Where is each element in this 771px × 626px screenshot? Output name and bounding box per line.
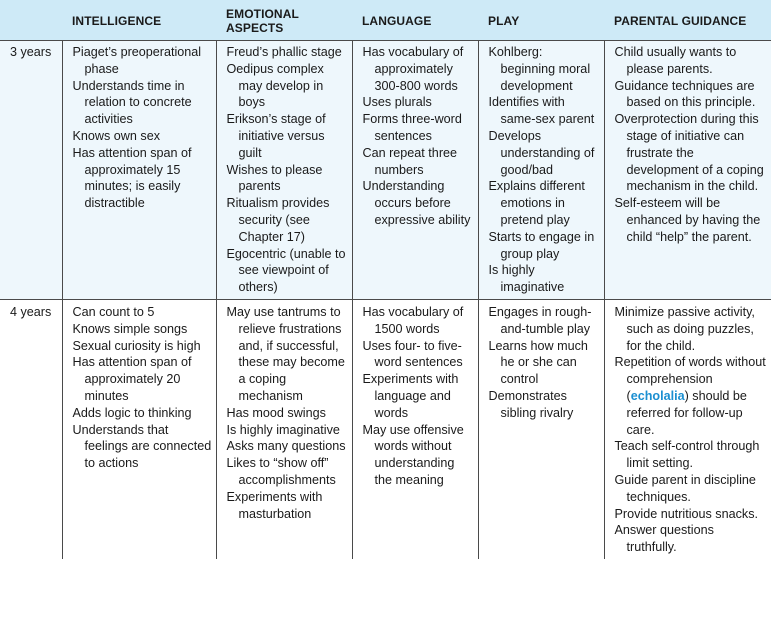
emotional-aspects-cell (216, 299, 352, 558)
guidance-text: Repetition of words without comprehension ( (614, 355, 766, 403)
age-cell: 3 years (0, 41, 62, 300)
play-cell (478, 299, 604, 558)
list-item: Ritualism provides security (see Chapter 17) (226, 196, 330, 244)
echolalia-term-link[interactable]: echolalia (630, 388, 685, 403)
list-item: Forms three-word sentences (362, 112, 462, 143)
list-item: Identifies with same-sex parent (488, 95, 595, 127)
list-item: Guide parent in discipline techniques. (614, 472, 756, 504)
list-item: Engages in rough-and-tumble play (488, 304, 592, 336)
list-item: Has vocabulary of approximately 300-800 words (362, 45, 464, 93)
list-item: Uses four- to five-word sentences (362, 338, 463, 370)
table-row (0, 299, 771, 558)
list-item: Has attention span of approximately 15 minutes; is easily distractible (72, 145, 192, 211)
emotional-aspects-cell (216, 41, 352, 300)
list-item: Provide nutritious snacks. (614, 506, 758, 521)
list-item: Understanding occurs before expressive ability (362, 179, 471, 227)
list-item: Overprotection during this stage of initiative can frustrate the development of a coping mechanism in the child. (614, 112, 764, 194)
list-item: Has vocabulary of 1500 words (362, 304, 464, 336)
list-item: Is highly imaginative (488, 263, 565, 295)
list-item: Piaget’s preoperational phase (72, 45, 202, 76)
parental-guidance-cell (604, 41, 771, 300)
parental-guidance-cell (604, 299, 771, 558)
list-item: Knows own sex (72, 128, 160, 143)
header-emotional-aspects: EMOTIONAL ASPECTS (216, 0, 352, 41)
list-item: Asks many questions (226, 439, 346, 454)
list-item: Likes to “show off” accomplishments (226, 456, 336, 487)
list-item: Can repeat three numbers (362, 145, 458, 177)
language-cell (352, 299, 478, 558)
language-cell (352, 41, 478, 300)
list-item: Knows simple songs (72, 321, 188, 336)
list-item: Starts to engage in group play (488, 229, 595, 261)
intelligence-cell (62, 299, 216, 558)
list-item: Adds logic to thinking (72, 405, 192, 420)
list-item: Child usually wants to please parents. (614, 45, 737, 76)
age-cell: 4 years (0, 299, 62, 558)
guidance-text: ) should be referred for follow-up care. (626, 388, 747, 437)
list-item: Explains different emotions in pretend play (488, 179, 585, 227)
list-item: Guidance techniques are based on this principle. (614, 78, 756, 110)
header-age (0, 0, 62, 41)
table-row (0, 41, 771, 300)
list-item: May use tantrums to relieve frustrations and, if successful, these may become a coping mechanism (226, 304, 345, 403)
list-item: Teach self-control through limit setting. (614, 439, 760, 471)
list-item: Egocentric (unable to see viewpoint of others) (226, 246, 346, 295)
header-language: LANGUAGE (352, 0, 478, 41)
list-item: Experiments with language and words (362, 372, 459, 420)
header-play: PLAY (478, 0, 604, 41)
header-parental-guidance: PARENTAL GUIDANCE (604, 0, 771, 41)
list-item: May use offensive words without understanding the meaning (362, 422, 464, 487)
play-cell (478, 41, 604, 300)
list-item: Develops understanding of good/bad (488, 128, 595, 177)
list-item: Wishes to please parents (226, 162, 323, 194)
list-item: Uses plurals (362, 95, 432, 110)
list-item: Self-esteem will be enhanced by having the child “help” the parent. (614, 196, 761, 244)
list-item: Sexual curiosity is high (72, 338, 201, 353)
list-item: Freud’s phallic stage (226, 45, 342, 59)
list-item (615, 354, 768, 438)
list-item: Minimize passive activity, such as doing puzzles, for the child. (614, 304, 755, 353)
header-intelligence: INTELLIGENCE (62, 0, 216, 41)
list-item: Has mood swings (226, 405, 326, 420)
list-item: Oedipus complex may develop in boys (226, 61, 324, 110)
list-item: Can count to 5 (72, 304, 155, 319)
list-item: Has attention span of approximately 20 minutes (72, 355, 192, 403)
header-row (0, 0, 771, 41)
list-item: Answer questions truthfully. (614, 523, 714, 555)
list-item: Learns how much he or she can control (488, 338, 588, 387)
intelligence-cell (62, 41, 216, 300)
list-item: Experiments with masturbation (226, 489, 323, 521)
list-item: Is highly imaginative (226, 422, 340, 437)
list-item: Kohlberg: beginning moral development (488, 45, 591, 93)
list-item: Demonstrates sibling rivalry (488, 388, 574, 420)
list-item: Understands time in relation to concrete activities (72, 78, 192, 127)
list-item: Understands that feelings are connected to actions (72, 422, 212, 471)
list-item: Erikson’s stage of initiative versus guilt (226, 112, 326, 160)
